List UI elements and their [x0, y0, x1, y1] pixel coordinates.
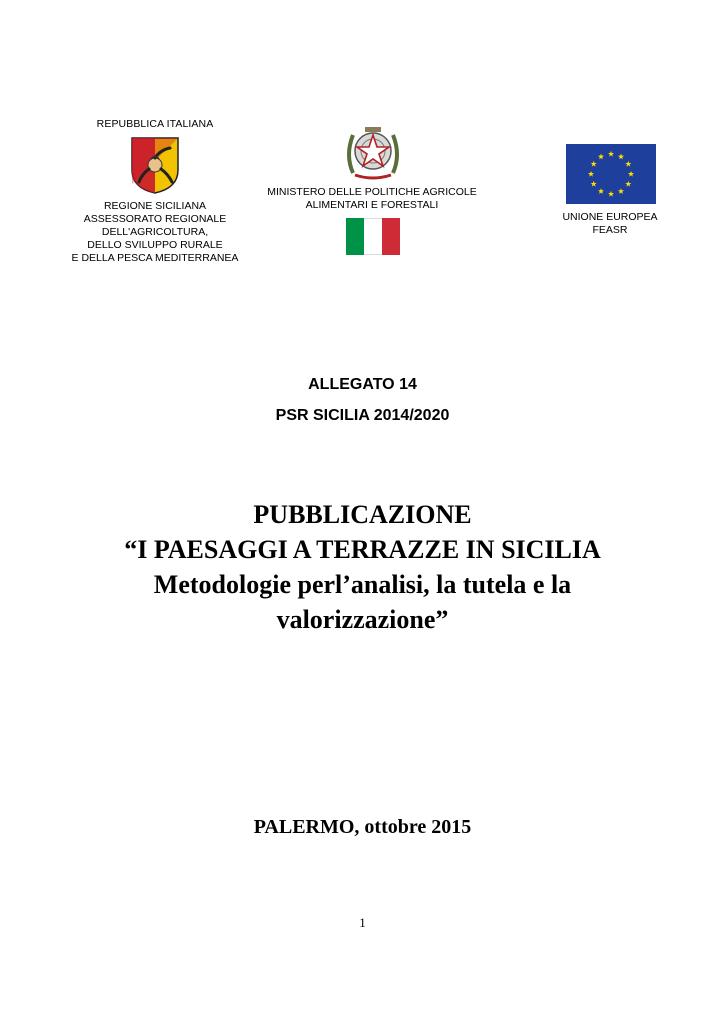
psr-label: PSR SICILIA 2014/2020: [275, 407, 450, 424]
place-date: PALERMO, ottobre 2015: [253, 816, 472, 838]
unione-europea-text: [540, 211, 680, 237]
ministry-name: [252, 186, 492, 212]
title-line: “I PAESAGGI A TERRAZZE IN SICILIA: [124, 535, 601, 564]
repubblica-italiana-label: REPUBBLICA ITALIANA: [96, 118, 214, 130]
sicily-header: [60, 118, 250, 265]
sicily-trinacria-icon: [130, 136, 180, 194]
italian-republic-emblem-icon: [343, 121, 403, 183]
regione-siciliana-text: [60, 200, 250, 265]
publication-title: [60, 497, 665, 637]
eu-flag-icon: [566, 144, 656, 204]
sicily-line: ASSESSORATO REGIONALE: [83, 213, 227, 225]
sicily-line: E DELLA PESCA MEDITERRANEA: [71, 252, 239, 264]
eu-line: FEASR: [592, 224, 628, 236]
sicily-line: DELLO SVILUPPO RURALE: [87, 239, 223, 251]
title-line: valorizzazione”: [276, 605, 449, 634]
eu-line: UNIONE EUROPEA: [562, 211, 658, 223]
title-line: PUBBLICAZIONE: [253, 500, 472, 529]
ministry-line: ALIMENTARI E FORESTALI: [305, 199, 439, 211]
ministry-line: MINISTERO DELLE POLITICHE AGRICOLE: [267, 186, 477, 198]
sicily-line: REGIONE SICILIANA: [103, 200, 207, 212]
sicily-line: DELL'AGRICOLTURA,: [101, 226, 209, 238]
annex-heading: [0, 375, 725, 437]
title-line: Metodologie perl’analisi, la tutela e la: [153, 570, 572, 599]
annex-number: ALLEGATO 14: [308, 376, 417, 393]
page-number: 1: [359, 915, 366, 930]
italian-flag-icon: [346, 218, 400, 255]
